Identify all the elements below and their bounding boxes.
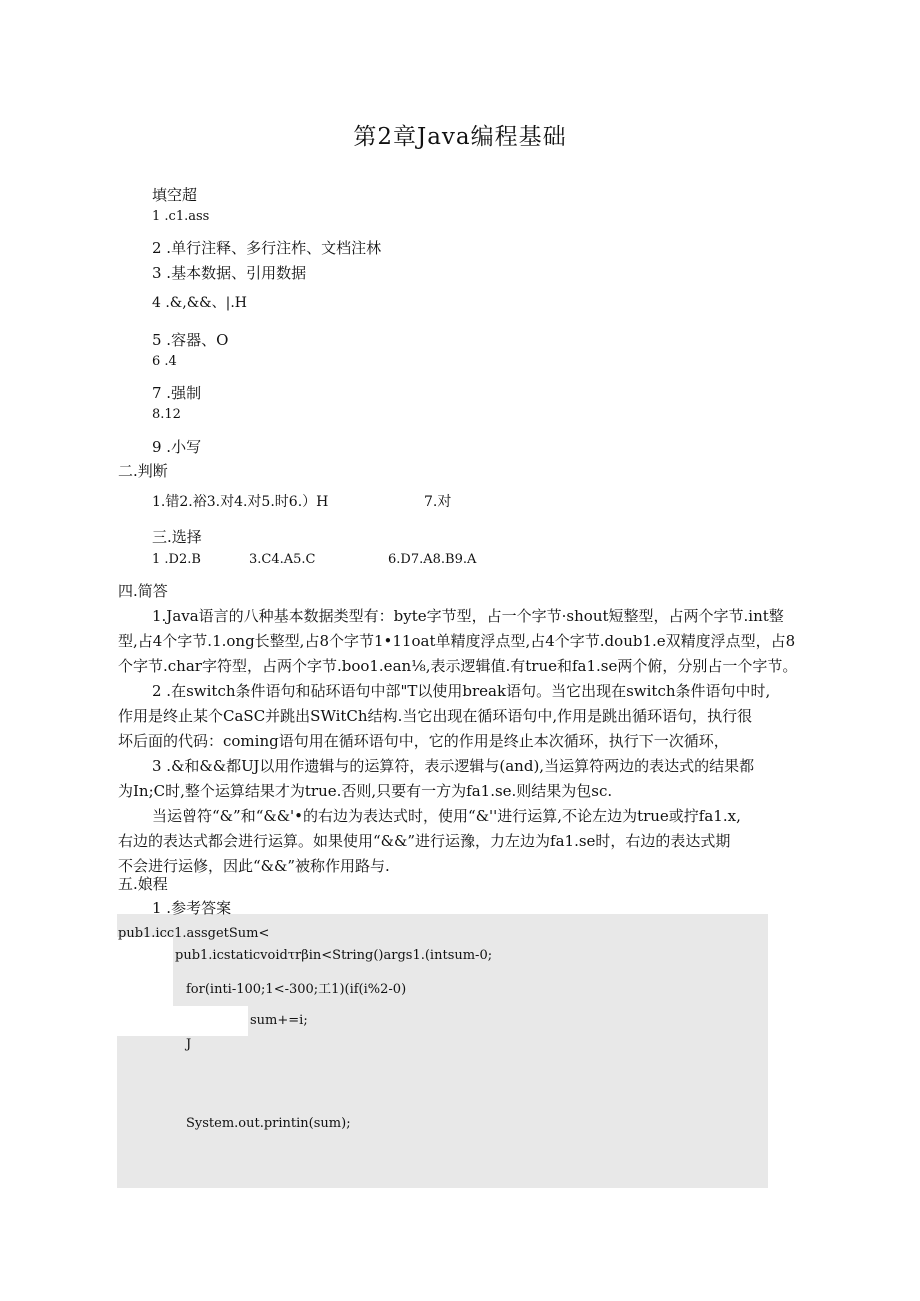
short-p4-line-3: 不会进行运修，因此“&&”被称作用路与. (118, 857, 390, 875)
short-p3-line-1: 3 .&和&&都UJ以用作遗辑与的运算符，表示逻辑与(and),当运算符两边的表达式的结果都 (152, 757, 755, 775)
short-p1-line-1: 1.Java语言的八种基本数据类型有：byte字节型，占一个字节·shout短整型，占两个字节.int整 (152, 607, 784, 625)
fill-item-5: 5 .容器、O (152, 331, 229, 349)
fill-heading: 填空超 (152, 186, 198, 204)
code-block-bottom (117, 1036, 768, 1188)
code-gap-sum (173, 1006, 248, 1036)
page-title: 第2章Java编程基础 (353, 124, 567, 150)
judge-answers-a: 1.错2.裕3.对4.对5.时6.）H (152, 494, 329, 510)
fill-item-7: 7 .强制 (152, 384, 202, 402)
fill-item-9: 9 .小写 (152, 438, 202, 456)
code-line-6: System.out.printin(sum); (186, 1116, 351, 1131)
short-p4-line-1: 当运曾符“&”和“&&'•的右边为表达式时，使用“&''进行运算,不论左边为true或拧fa1.x, (152, 807, 741, 825)
short-heading: 四.简答 (118, 582, 168, 600)
judge-answers-b: 7.对 (424, 494, 452, 510)
fill-item-1: 1 .c1.ass (152, 209, 210, 224)
code-line-3: for(inti-100;1<-300;工1)(if(i%2-0) (186, 982, 407, 997)
choice-heading: 三.选择 (152, 528, 202, 546)
fill-item-8: 8.12 (152, 407, 181, 422)
short-p1-line-2: 型,占4个字节.1.ong长整型,占8个字节1•11oat单精度浮点型,占4个字节.doub1.e双精度浮点型，占8 (118, 632, 796, 650)
short-p2-line-3: 坏后面的代码：coming语句用在循环语句中，它的作用是终止本次循环，执行下一次循环， (118, 732, 729, 750)
code-line-1: pub1.icc1.assgetSum< (118, 926, 270, 941)
program-heading: 五.娘程 (118, 875, 168, 893)
code-line-2: pub1.icstaticvoidτrβin<String()args1.(intsum-0; (175, 948, 493, 963)
fill-item-4: 4 .&,&&、|.H (152, 295, 248, 311)
short-p2-line-1: 2 .在switch条件语句和砧环语句中部"T以使用break语句。当它出现在switch条件语句中时, (152, 682, 771, 700)
short-p1-line-3: 个字节.char字符型，占两个字节.boo1.ean⅛,表示逻辑值.有true和fa1.se两个俯，分别占一个字节。 (118, 657, 798, 675)
program-subheading: 1 .参考答案 (152, 899, 232, 917)
choice-answers-1: 1 .D2.B (152, 552, 201, 567)
code-line-5: J (186, 1037, 192, 1052)
judge-heading: 二.判断 (118, 462, 168, 480)
choice-answers-3: 6.D7.A8.B9.A (388, 552, 477, 567)
short-p2-line-2: 作用是终止某个CaSC并跳出SWitCh结构.当它出现在循环语句中,作用是跳出循环语句，执行很 (118, 707, 753, 725)
fill-item-2: 2 .单行注释、多行注柞、文档注林 (152, 239, 382, 257)
fill-item-3: 3 .基本数据、引用数据 (152, 264, 307, 282)
code-line-4: sum+=i; (250, 1013, 308, 1028)
choice-answers-2: 3.C4.A5.C (249, 552, 316, 567)
code-gap-left (117, 937, 173, 1036)
short-p3-line-2: 为In;C时,整个运算结果才为true.否则,只要有一方为fa1.se.则结果为包sc. (118, 782, 613, 800)
short-p4-line-2: 右边的表达式都会进行运算。如果使用“&&”进行运豫，力左边为fa1.se时，右边的表达式期 (118, 832, 731, 850)
fill-item-6: 6 .4 (152, 354, 177, 369)
